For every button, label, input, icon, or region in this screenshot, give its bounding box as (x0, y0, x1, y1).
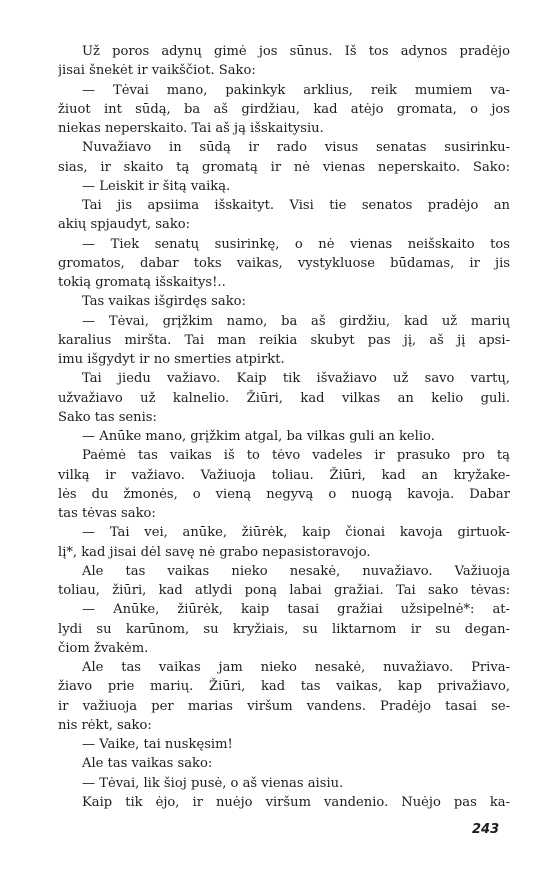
text-line: — Tėvai, grįžkim namo, ba aš girdžiu, kad už marių (82, 313, 510, 329)
page-text (58, 42, 510, 812)
text-line: — Tėvai, lik šioj pusė, o aš vienas aisiu. (82, 775, 344, 791)
text-line: nis rėkt, sako: (58, 717, 152, 733)
text-line: — Tėvai mano, pakinkyk arklius, reik mumiem va- (82, 82, 510, 98)
text-line: Paėmė tas vaikas iš to tėvo vadeles ir prasuko pro tą (82, 448, 510, 464)
text-line: užvažiavo už kalnelio. Žiūri, kad vilkas an kelio guli. (58, 390, 510, 406)
text-line: ir važiuoja per marias viršum vandens. Pradėjo tasai se- (58, 698, 510, 714)
text-line: lės du žmonės, o vieną negyvą o nuogą kavoja. Dabar (58, 486, 510, 502)
text-line: žiuot int sūdą, ba aš girdžiau, kad atėjo gromata, o jos (58, 101, 510, 117)
text-line: jisai šnekėt ir vaikščiot. Sako: (58, 63, 256, 79)
text-line: gromatos, dabar toks vaikas, vystykluose būdamas, ir jis (58, 255, 510, 271)
text-line: čiom žvakėm. (58, 640, 149, 656)
text-line: žiavo prie marių. Žiūri, kad tas vaikas, kap privažiavo, (58, 679, 510, 695)
text-line: Ale tas vaikas jam nieko nesakė, nuvažiavo. Priva- (82, 660, 510, 675)
text-line: Ale tas vaikas nieko nesakė, nuvažiavo. Važiuoja (82, 563, 510, 579)
text-line: Nuvažiavo in sūdą ir rado visus senatas susirinku- (82, 140, 510, 156)
text-line: tokią gromatą išskaitys!.. (58, 275, 226, 290)
text-line: Kaip tik ėjo, ir nuėjo viršum vandenio. Nuėjo pas ka- (82, 794, 510, 810)
text-line: — Tiek senatų susirinkę, o nė vienas neišskaito tos (82, 236, 510, 252)
text-line: tas tėvas sako: (58, 506, 156, 521)
text-line: Tai jiedu važiavo. Kaip tik išvažiavo už savo vartų, (82, 371, 510, 387)
text-line: niekas neperskaito. Tai aš ją išskaitysiu. (58, 121, 324, 136)
text-line: Už poros adynų gimė jos sūnus. Iš tos adynos pradėjo (82, 44, 510, 59)
text-line: — Tai vei, anūke, žiūrėk, kaip čionai kavoja girtuok- (82, 525, 510, 541)
text-line: Tai jis apsiima išskaityt. Visi tie senatos pradėjo an (82, 198, 510, 213)
text-line: lydi su karūnom, su kryžiais, su liktarnom ir su degan- (58, 621, 510, 637)
text-line: lį*, kad jisai dėl savę nė grabo nepasistoravojo. (58, 544, 371, 560)
text-line: toliau, žiūri, kad atlydi poną labai gražiai. Tai sako tėvas: (58, 583, 510, 598)
text-line: — Leiskit ir šitą vaiką. (82, 178, 231, 194)
text-line: — Vaike, tai nuskęsim! (82, 737, 233, 752)
text-line: Ale tas vaikas sako: (82, 756, 213, 772)
text-line: vilką ir važiavo. Važiuoja toliau. Žiūri, kad an kryžake- (58, 467, 510, 483)
text-line: Tas vaikas išgirdęs sako: (82, 294, 246, 310)
text-line: karalius miršta. Tai man reikia skubyt pas jį, aš jį apsi- (58, 332, 510, 348)
text-line: — Anūke mano, grįžkim atgal, ba vilkas guli an kelio. (82, 429, 435, 444)
text-line: Sako tas senis: (58, 409, 157, 425)
page-number: 243 (472, 822, 500, 837)
text-line: akių spjaudyt, sako: (58, 217, 191, 233)
text-line: sias, ir skaito tą gromatą ir nė vienas neperskaito. Sako: (58, 159, 510, 175)
text-line: imu išgydyt ir no smerties atpirkt. (58, 352, 285, 367)
text-line: — Anūke, žiūrėk, kaip tasai gražiai užsipelnė*: at- (82, 602, 510, 618)
